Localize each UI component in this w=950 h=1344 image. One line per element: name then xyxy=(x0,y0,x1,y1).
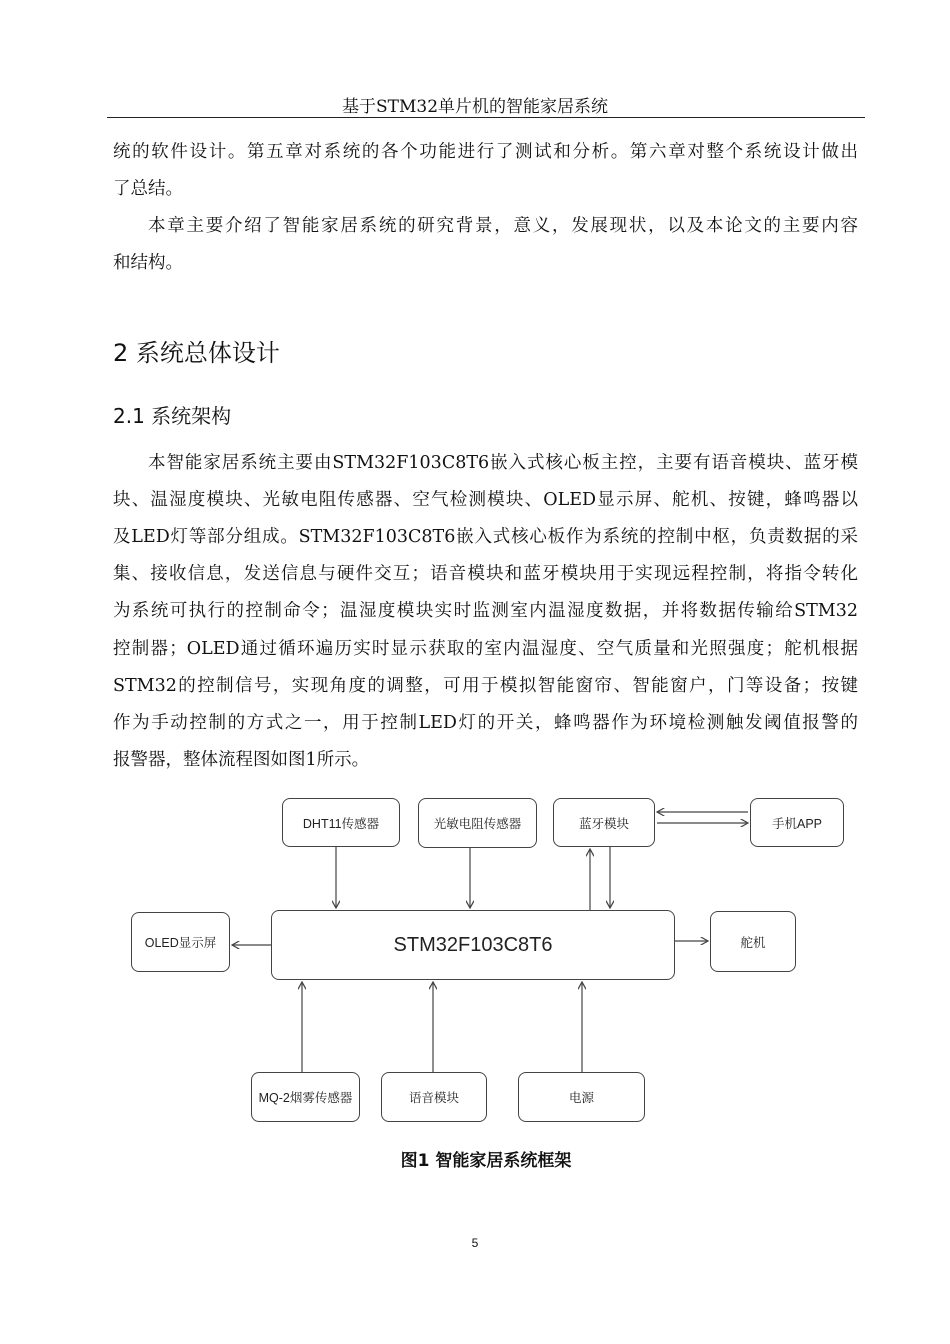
mcu-box: STM32F103C8T6 xyxy=(271,910,675,980)
mq2-box: MQ-2烟雾传感器 xyxy=(251,1072,360,1122)
figure-caption: 图1 智能家居系统框架 xyxy=(400,1151,572,1171)
text-line: 报警器，整体流程图如图1所示。 xyxy=(113,750,370,770)
text-line: 块、温湿度模块、光敏电阻传感器、空气检测模块、OLED显示屏、舵机、按键，蜂鸣器以 xyxy=(113,490,858,510)
text-line: 及LED灯等部分组成。STM32F103C8T6嵌入式核心板作为系统的控制中枢，负责数据的采 xyxy=(113,527,858,547)
voice-box: 语音模块 xyxy=(381,1072,487,1122)
ldr-box: 光敏电阻传感器 xyxy=(418,798,537,848)
dht11-box: DHT11传感器 xyxy=(282,798,400,847)
phone-app-box: 手机APP xyxy=(750,798,844,847)
text-line: 作为手动控制的方式之一，用于控制LED灯的开关，蜂鸣器作为环境检测触发阈值报警的 xyxy=(113,713,858,733)
text-line: 统的软件设计。第五章对系统的各个功能进行了测试和分析。第六章对整个系统设计做出 xyxy=(113,142,858,162)
text-line: 控制器；OLED通过循环遍历实时显示获取的室内温湿度、空气质量和光照强度；舵机根据 xyxy=(113,639,858,659)
bluetooth-box: 蓝牙模块 xyxy=(553,798,655,847)
text-line: 和结构。 xyxy=(113,253,183,273)
oled-box: OLED显示屏 xyxy=(131,912,230,972)
text-line: 本智能家居系统主要由STM32F103C8T6嵌入式核心板主控，主要有语音模块、蓝牙模 xyxy=(148,453,858,473)
text-line: 为系统可执行的控制命令；温湿度模块实时监测室内温湿度数据，并将数据传输给STM32 xyxy=(113,601,858,621)
running-header: 基于STM32单片机的智能家居系统 xyxy=(341,97,609,117)
servo-box: 舵机 xyxy=(710,911,796,972)
power-box: 电源 xyxy=(518,1072,645,1122)
page-number: 5 xyxy=(471,1236,479,1250)
text-line: 了总结。 xyxy=(113,179,183,199)
section-heading: 2 系统总体设计 xyxy=(113,339,280,367)
subsection-heading: 2.1 系统架构 xyxy=(113,404,232,428)
text-line: 集、接收信息，发送信息与硬件交互；语音模块和蓝牙模块用于实现远程控制，将指令转化 xyxy=(113,564,858,584)
text-line: 本章主要介绍了智能家居系统的研究背景，意义，发展现状，以及本论文的主要内容 xyxy=(148,216,858,236)
text-line: STM32的控制信号，实现角度的调整，可用于模拟智能窗帘、智能窗户，门等设备；按键 xyxy=(113,676,858,696)
